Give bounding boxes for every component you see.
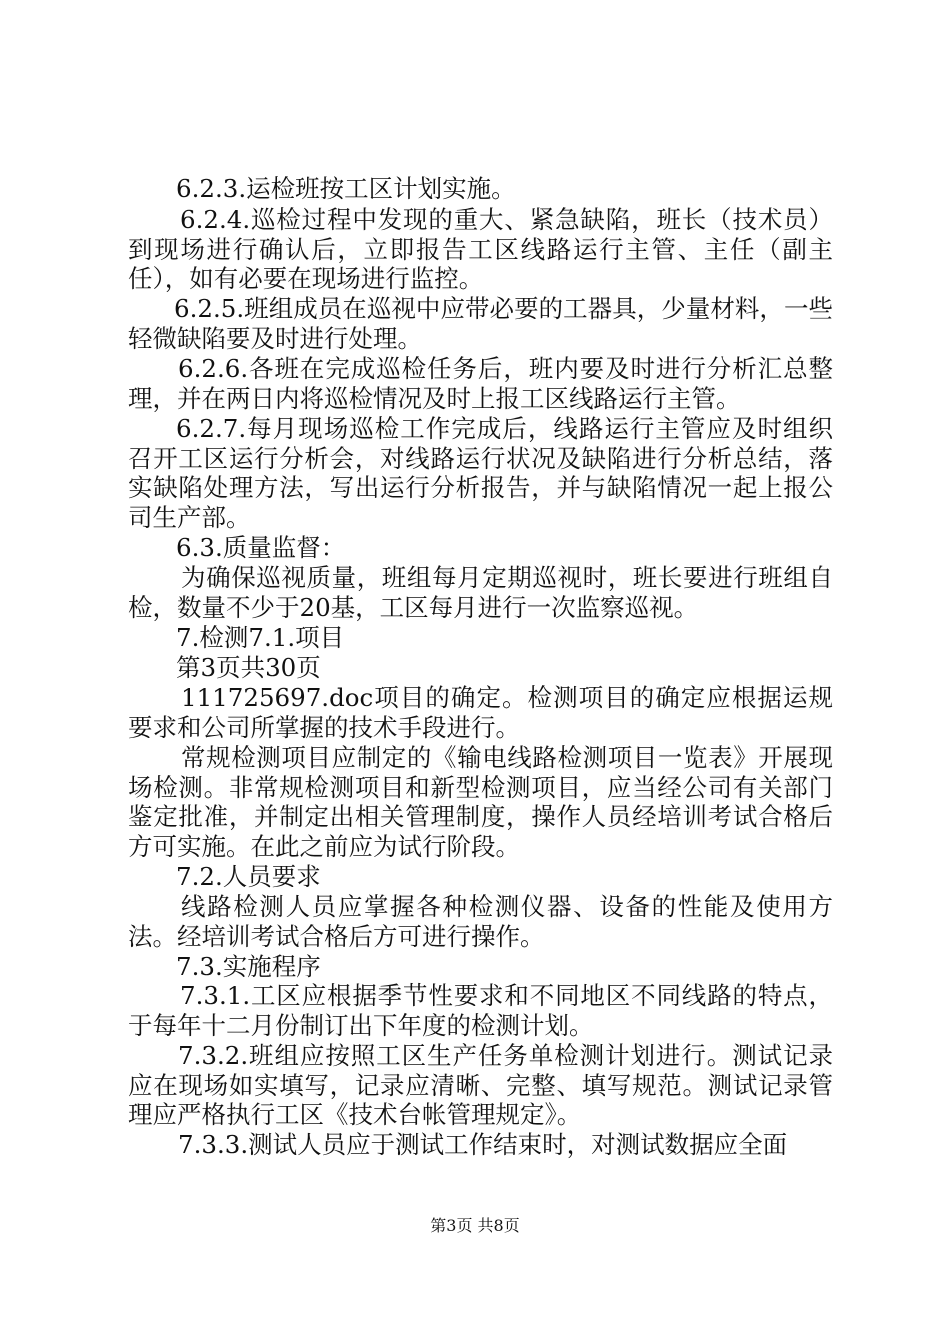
heading-6-3: 6.3.质量监督： (176, 533, 346, 562)
paragraph-6-2-7: 6.2.7.每月现场巡检工作完成后，线路运行主管应及时组织召开工区运行分析会，对线路运行状况及缺陷进行分析总结，落实缺陷处理方法，写出运行分析报告，并与缺陷情况一起上报公司生产部。 (128, 414, 833, 532)
paragraph-routine-detection: 常规检测项目应制定的《输电线路检测项目一览表》开展现场检测。非常规检测项目和新型检测项目，应当经公司有关部门鉴定批准，并制定出相关管理制度，操作人员经培训考试合格后方可实施。在此之前应为试行阶段。 (128, 743, 833, 861)
paragraph-6-2-6: 6.2.6.各班在完成巡检任务后，班内要及时进行分析汇总整理，并在两日内将巡检情况及时上报工区线路运行主管。 (128, 354, 833, 413)
heading-7-3: 7.3.实施程序 (176, 952, 321, 981)
paragraph-6-2-3: 6.2.3.运检班按工区计划实施。 (176, 174, 516, 203)
paragraph-personnel: 线路检测人员应掌握各种检测仪器、设备的性能及使用方法。经培训考试合格后方可进行操作。 (128, 892, 833, 951)
heading-7-2: 7.2.人员要求 (176, 862, 321, 891)
paragraph-7-3-2: 7.3.2.班组应按照工区生产任务单检测计划进行。测试记录应在现场如实填写，记录应清晰、完整、填写规范。测试记录管理应严格执行工区《技术台帐管理规定》。 (128, 1041, 833, 1129)
paragraph-6-2-5: 6.2.5.班组成员在巡视中应带必要的工器具，少量材料，一些轻微缺陷要及时进行处理。 (128, 294, 833, 353)
heading-7: 7.检测7.1.项目 (176, 623, 345, 652)
paragraph-7-3-1: 7.3.1.工区应根据季节性要求和不同地区不同线路的特点，于每年十二月份制订出下年度的检测计划。 (128, 981, 833, 1040)
inline-page-marker: 第3页共30页 (176, 653, 321, 682)
paragraph-project-determination: 111725697.doc项目的确定。检测项目的确定应根据运规要求和公司所掌握的技术手段进行。 (128, 683, 833, 742)
paragraph-quality: 为确保巡视质量，班组每月定期巡视时，班长要进行班组自检，数量不少于20基，工区每月进行一次监察巡视。 (128, 563, 833, 622)
paragraph-6-2-4: 6.2.4.巡检过程中发现的重大、紧急缺陷，班长（技术员）到现场进行确认后，立即报告工区线路运行主管、主任（副主任），如有必要在现场进行监控。 (128, 205, 833, 293)
page-footer: 第3页 共8页 (430, 1216, 520, 1235)
paragraph-7-3-3: 7.3.3.测试人员应于测试工作结束时，对测试数据应全面 (178, 1130, 788, 1159)
